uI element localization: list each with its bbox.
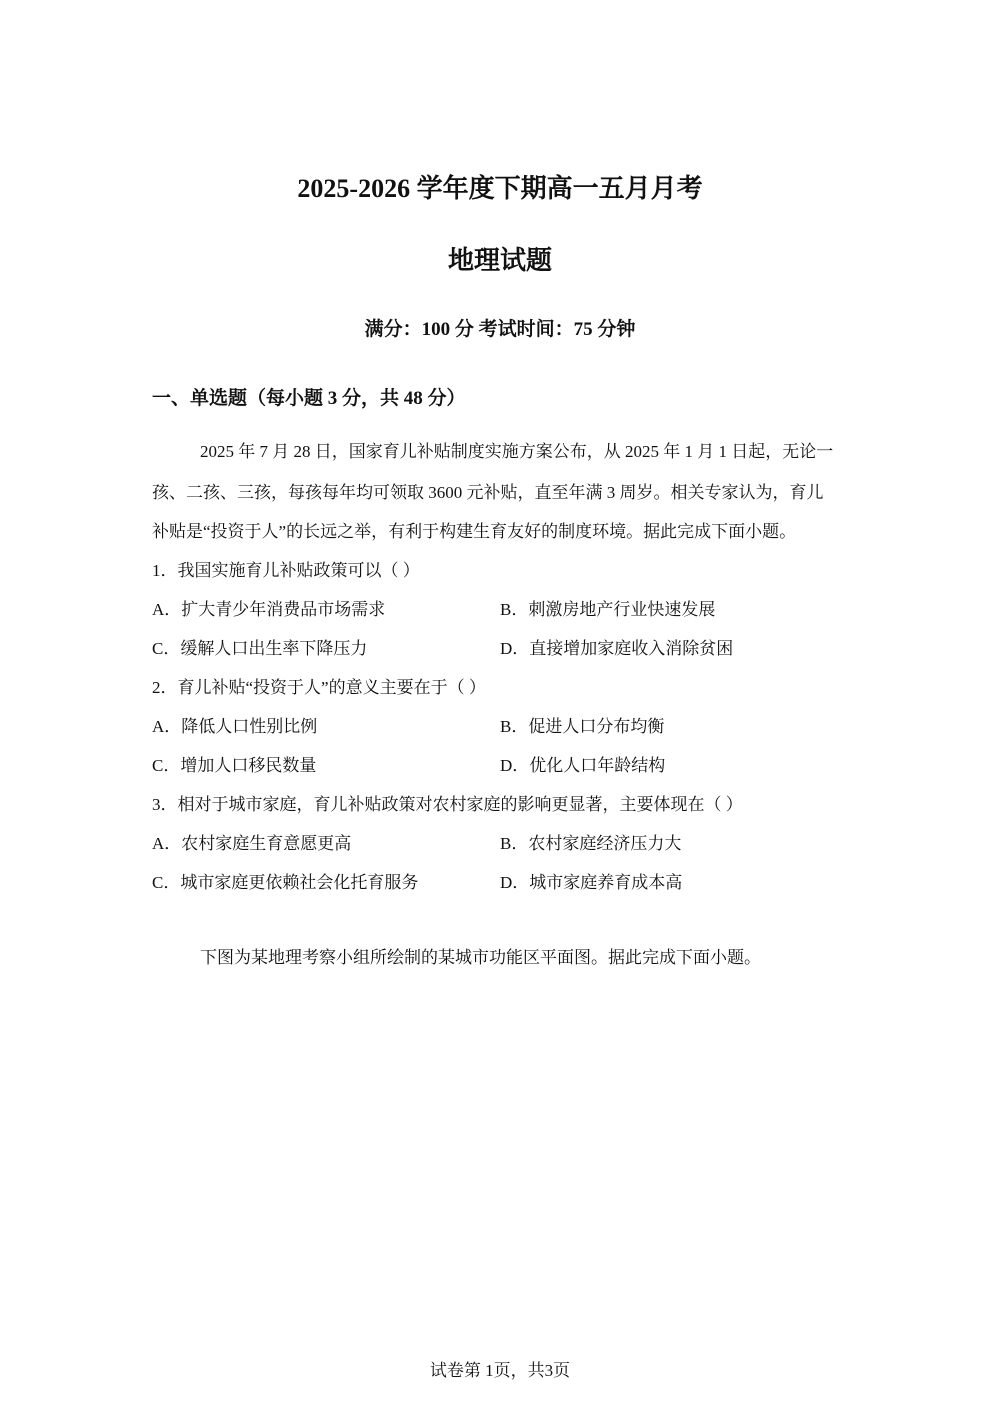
option-d: D．优化人口年龄结构 xyxy=(500,756,666,775)
passage-line: 孩、二孩、三孩，每孩每年均可领取 3600 元补贴，直至年满 3 周岁。相关专家认为，育儿 xyxy=(152,483,824,502)
option-a: A．扩大青少年消费品市场需求 xyxy=(152,600,386,619)
option-c: C．缓解人口出生率下降压力 xyxy=(152,639,368,658)
question-stem: 1．我国实施育儿补贴政策可以（ ） xyxy=(152,561,420,580)
exam-title: 2025-2026 学年度下期高一五月月考 xyxy=(297,174,703,203)
exam-meta: 满分：100 分 考试时间：75 分钟 xyxy=(364,319,636,340)
passage-line: 补贴是“投资于人”的长远之举，有利于构建生育友好的制度环境。据此完成下面小题。 xyxy=(152,522,797,541)
passage-line: 下图为某地理考察小组所绘制的某城市功能区平面图。据此完成下面小题。 xyxy=(200,948,761,967)
question-stem: 3．相对于城市家庭，育儿补贴政策对农村家庭的影响更显著，主要体现在（ ） xyxy=(152,795,743,814)
option-b: B．农村家庭经济压力大 xyxy=(500,834,682,853)
option-a: A．降低人口性别比例 xyxy=(152,717,318,736)
subject-title: 地理试题 xyxy=(447,246,552,275)
option-b: B．刺激房地产行业快速发展 xyxy=(500,600,716,619)
option-a: A．农村家庭生育意愿更高 xyxy=(152,834,352,853)
option-d: D．城市家庭养育成本高 xyxy=(500,873,683,892)
option-b: B．促进人口分布均衡 xyxy=(500,717,665,736)
option-d: D．直接增加家庭收入消除贫困 xyxy=(500,639,734,658)
page-footer: 试卷第 1页，共3页 xyxy=(429,1361,571,1380)
section-heading: 一、单选题（每小题 3 分，共 48 分） xyxy=(152,388,466,409)
question-stem: 2．育儿补贴“投资于人”的意义主要在于（ ） xyxy=(152,678,486,697)
passage-line: 2025 年 7 月 28 日，国家育儿补贴制度实施方案公布，从 2025 年 1 月 1 日起，无论一 xyxy=(200,442,834,461)
option-c: C．城市家庭更依赖社会化托育服务 xyxy=(152,873,419,892)
option-c: C．增加人口移民数量 xyxy=(152,756,317,775)
